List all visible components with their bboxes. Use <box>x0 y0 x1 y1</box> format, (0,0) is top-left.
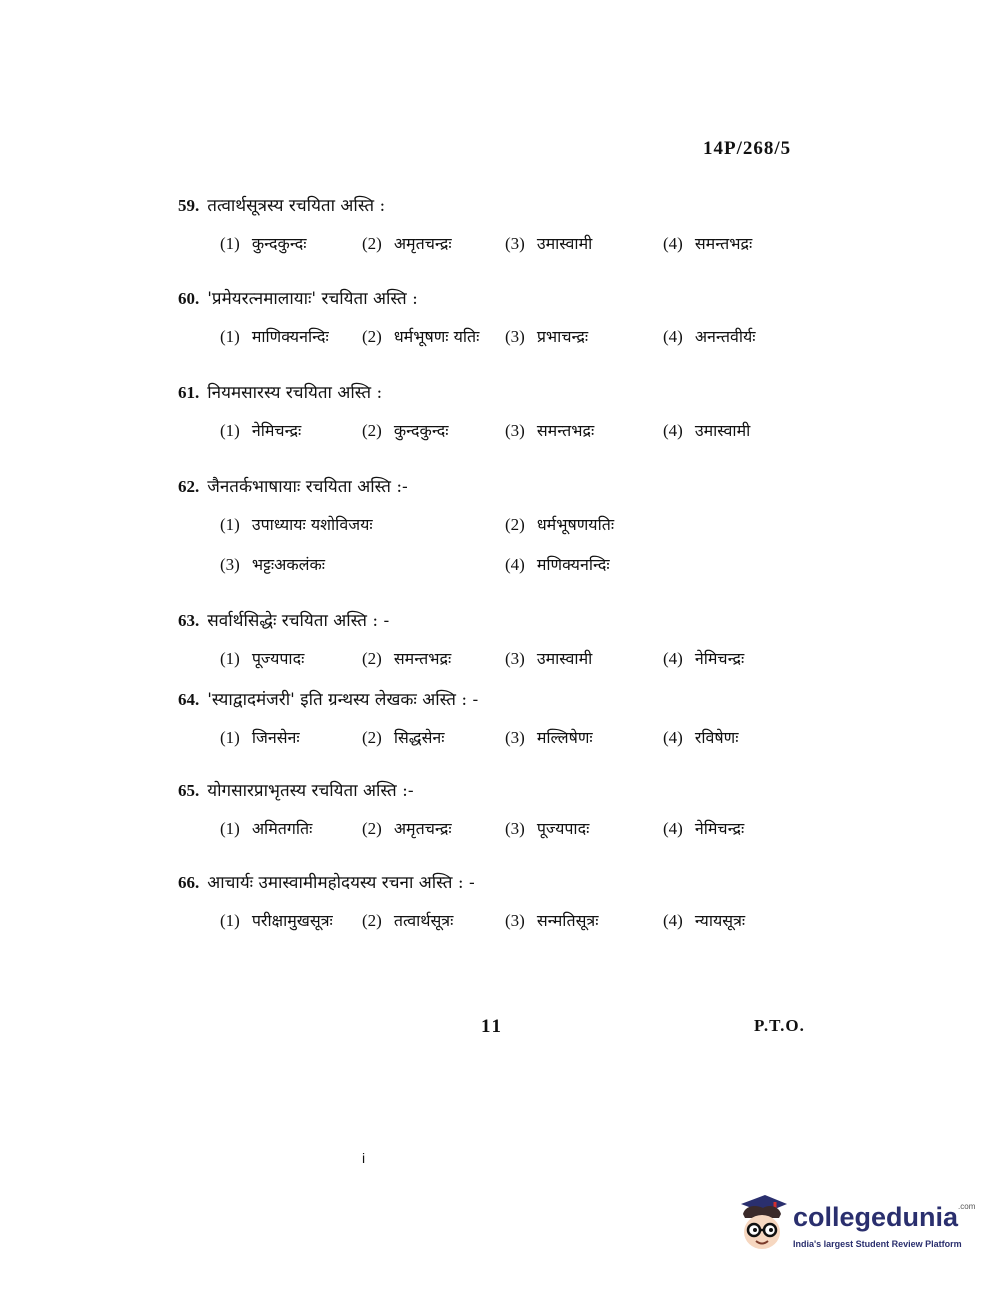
option-2: (2) अमृतचन्द्रः <box>362 234 452 253</box>
option-2: (2) कुन्दकुन्दः <box>362 421 449 440</box>
question-66 <box>178 871 838 935</box>
option-4: (4) उमास्वामी <box>663 421 751 440</box>
question-text: जैनतर्कभाषायाः रचयिता अस्ति :- <box>207 477 408 497</box>
question-63 <box>178 609 838 673</box>
page-number: 11 <box>481 1016 503 1037</box>
option-4: (4) नेमिचन्द्रः <box>663 649 745 668</box>
question-number: 61. <box>178 383 200 402</box>
option-2: (2) समन्तभद्रः <box>362 649 452 668</box>
logo-wordmark: collegedunia$^{.com}$ <box>793 1202 976 1232</box>
question-text: तत्वार्थसूत्रस्य रचयिता अस्ति : <box>207 196 386 216</box>
option-2: (2) अमृतचन्द्रः <box>362 819 452 838</box>
option-4: (4) समन्तभद्रः <box>663 234 753 253</box>
question-65 <box>178 779 838 843</box>
question-62 <box>178 475 838 579</box>
question-text: योगसारप्राभृतस्य रचयिता अस्ति :- <box>207 781 414 801</box>
collegedunia-logo[interactable] <box>735 1192 976 1262</box>
question-number: 62. <box>178 477 200 496</box>
question-number: 65. <box>178 781 200 800</box>
question-number: 64. <box>178 690 200 709</box>
option-4: (4) न्यायसूत्रः <box>663 911 746 930</box>
question-text: आचार्यः उमास्वामीमहोदयस्य रचना अस्ति : - <box>207 873 475 893</box>
stray-mark: i <box>362 1150 366 1166</box>
option-1: (1) पूज्यपादः <box>220 649 305 668</box>
mascot-icon <box>735 1192 791 1262</box>
pto-label: P.T.O. <box>754 1016 805 1035</box>
option-1: (1) माणिक्यनन्दिः <box>220 327 329 346</box>
question-number: 63. <box>178 611 200 630</box>
option-2: (2) तत्वार्थसूत्रः <box>362 911 454 930</box>
option-2: (2) सिद्धसेनः <box>362 728 445 747</box>
option-1: (1) नेमिचन्द्रः <box>220 421 302 440</box>
option-1: (1) उपाध्यायः यशोविजयः <box>220 515 373 534</box>
option-1: (1) अमितगतिः <box>220 819 313 838</box>
question-number: 59. <box>178 196 200 215</box>
option-4: (4) मणिक्यनन्दिः <box>505 555 610 574</box>
option-4: (4) रविषेणः <box>663 728 739 747</box>
question-number: 66. <box>178 873 200 892</box>
question-text: 'स्याद्वादमंजरी' इति ग्रन्थस्य लेखकः अस्ति : - <box>207 690 479 710</box>
option-4: (4) अनन्तवीर्यः <box>663 327 756 346</box>
logo-tagline: India's largest Student Review Platform <box>793 1239 962 1249</box>
option-3: (3) समन्तभद्रः <box>505 421 595 440</box>
question-60 <box>178 287 838 351</box>
question-64 <box>178 688 838 752</box>
option-2: (2) धर्मभूषणयतिः <box>505 515 615 534</box>
question-61 <box>178 381 838 445</box>
option-3: (3) प्रभाचन्द्रः <box>505 327 589 346</box>
question-59 <box>178 194 838 258</box>
option-3: (3) उमास्वामी <box>505 234 593 253</box>
option-4: (4) नेमिचन्द्रः <box>663 819 745 838</box>
option-3: (3) सन्मतिसूत्रः <box>505 911 599 930</box>
question-text: सर्वार्थसिद्धेः रचयिता अस्ति : - <box>207 611 390 631</box>
question-text: 'प्रमेयरत्नमालायाः' रचयिता अस्ति : <box>207 289 418 309</box>
option-3: (3) मल्लिषेणः <box>505 728 593 747</box>
option-1: (1) परीक्षामुखसूत्रः <box>220 911 333 930</box>
paper-code: 14P/268/5 <box>703 138 792 159</box>
question-text: नियमसारस्य रचयिता अस्ति : <box>207 383 383 403</box>
option-3: (3) उमास्वामी <box>505 649 593 668</box>
option-2: (2) धर्मभूषणः यतिः <box>362 327 480 346</box>
option-1: (1) कुन्दकुन्दः <box>220 234 307 253</box>
option-3: (3) पूज्यपादः <box>505 819 590 838</box>
option-1: (1) जिनसेनः <box>220 728 300 747</box>
question-number: 60. <box>178 289 200 308</box>
option-3: (3) भट्टःअकलंकः <box>220 555 326 574</box>
